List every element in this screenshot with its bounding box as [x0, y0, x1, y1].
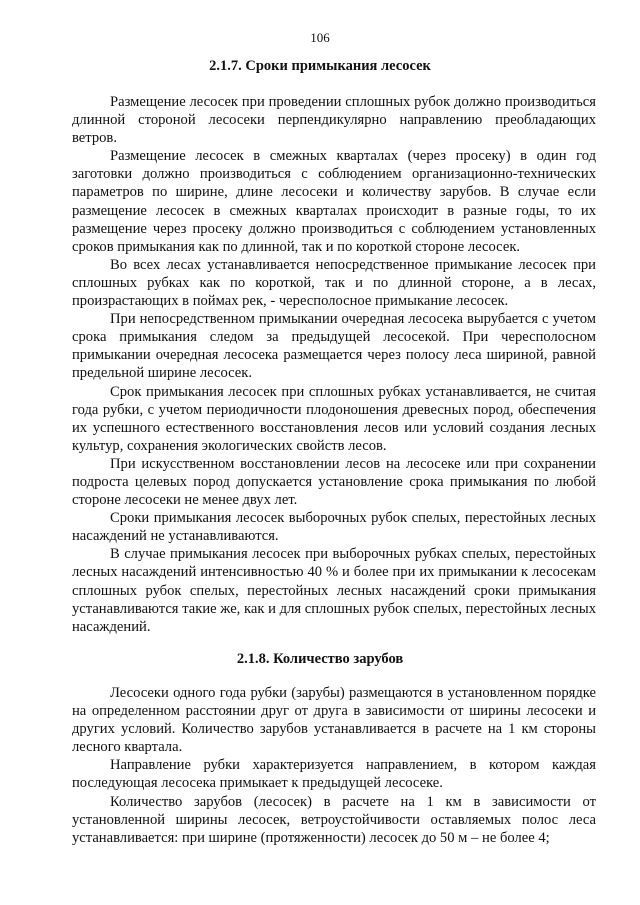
page-number: 106: [310, 30, 330, 45]
paragraph: Размещение лесосек при проведении сплошных рубок должно производиться длинной стороной лесосеки перпендикулярно направлению преобладающих ветров.: [72, 94, 596, 147]
paragraph: Лесосеки одного года рубки (зарубы) размещаются в установленном порядке на определенном расстоянии друг от друга в зависимости от ширины лесосеки и других условий. Количество зарубов устанавливается в расчете на 1 км стороны лесного квартала.: [72, 685, 596, 756]
section-body-2-1-7: [72, 93, 596, 636]
paragraph: Размещение лесосек в смежных кварталах (через просеку) в один год заготовки должно производиться с соблюдением организационно-технических параметров по ширине, длине лесосеки и количеству зарубов. В случае если размещение лесосек в смежных кварталах происходит в разные годы, то их размещение через просеку должно производиться с соблюдением установленных сроков примыкания как по длинной, так и по короткой стороне лесосек.: [72, 148, 596, 255]
paragraph: Количество зарубов (лесосек) в расчете на 1 км в зависимости от установленной ширины лесосек, ветроустойчивости оставляемых полос леса устанавливается: при ширине (протяженности) лесосек до 50 м – не более 4;: [72, 793, 596, 846]
paragraph: Направление рубки характеризуется направлением, в котором каждая последующая лесосека примыкает к предыдущей лесосеке.: [72, 757, 596, 792]
section-body-2-1-8: [72, 684, 596, 847]
section-heading-2-1-8: 2.1.8. Количество зарубов: [236, 651, 404, 667]
paragraph: Сроки примыкания лесосек выборочных рубок спелых, перестойных лесных насаждений не устанавливаются.: [72, 510, 596, 545]
paragraph: Во всех лесах устанавливается непосредственное примыкание лесосек при сплошных рубках как по короткой, так и по длинной стороне, а в лесах, произрастающих в поймах рек, - чересполосное примыкание лесосек.: [72, 256, 596, 310]
paragraph: В случае примыкания лесосек при выборочных рубках спелых, перестойных лесных насаждений интенсивностью 40 % и более при их примыкании к лесосекам сплошных рубок спелых, перестойных лесных насаждений сроки примыкания устанавливаются такие же, как и для сплошных рубок спелых, перестойных лесных насаждений.: [72, 546, 596, 635]
paragraph: При непосредственном примыкании очередная лесосека вырубается с учетом срока примыкания следом за предыдущей лесосекой. При чересполосном примыкании очередная лесосека размещается через полосу леса шириной, равной предельной ширине лесосек.: [72, 311, 596, 382]
paragraph: При искусственном восстановлении лесов на лесосеке или при сохранении подроста целевых пород допускается установление срока примыкания по любой стороне лесосеки не менее двух лет.: [72, 455, 596, 509]
section-heading-2-1-7: 2.1.7. Сроки примыкания лесосек: [209, 58, 431, 74]
paragraph: Срок примыкания лесосек при сплошных рубках устанавливается, не считая года рубки, с учетом периодичности плодоношения древесных пород, обеспечения их успешного естественного восстановления лесов или условий создания лесных культур, сохранения экологических свойств лесов.: [72, 383, 596, 454]
